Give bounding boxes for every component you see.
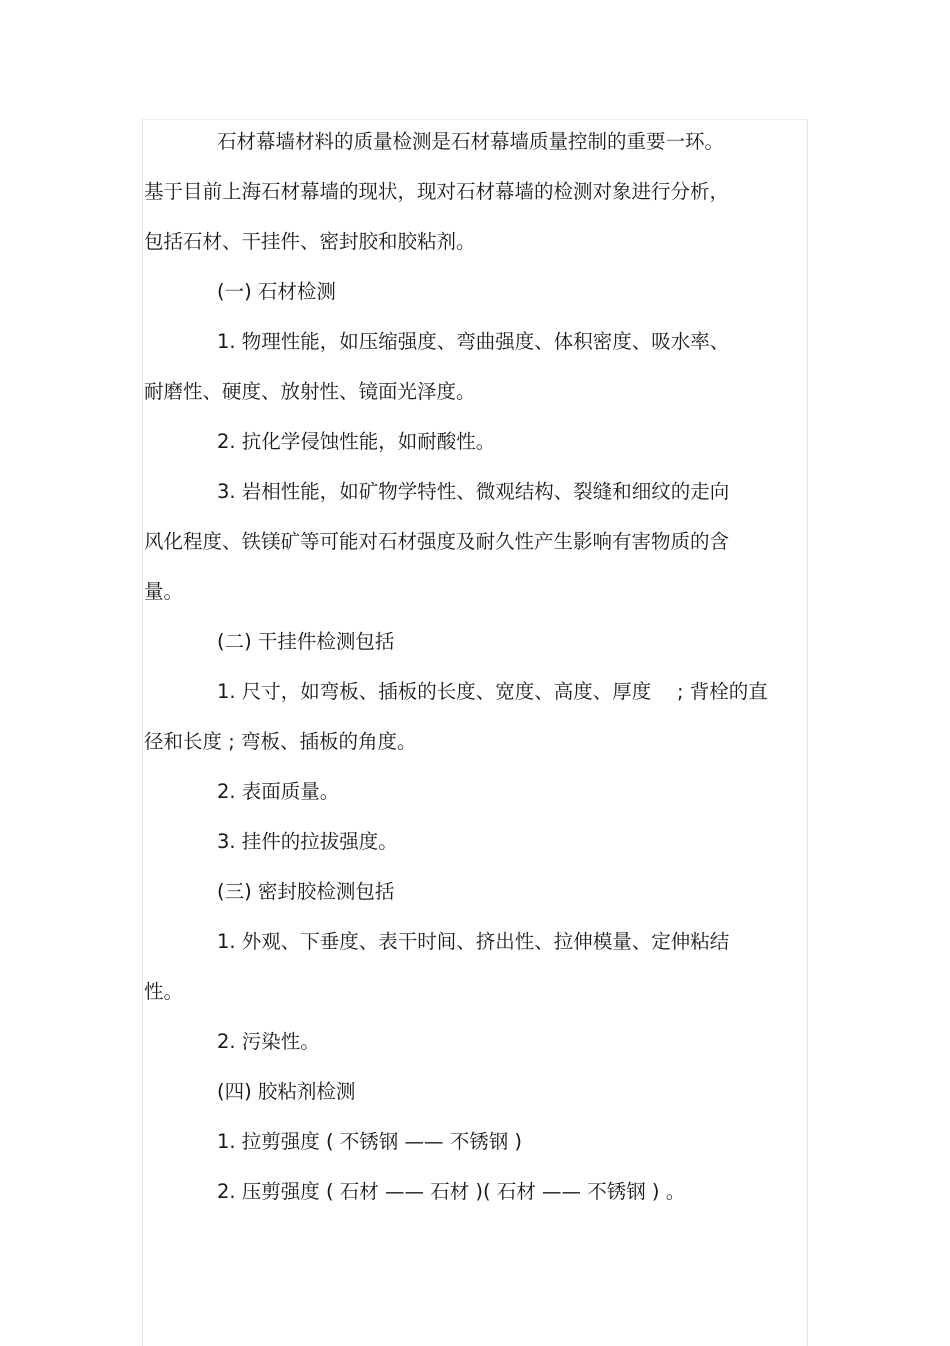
section-heading-stone: (一) 石材检测	[217, 280, 336, 303]
adhesive-item-1: 1. 拉剪强度 ( 不锈钢 —— 不锈钢 )	[217, 1130, 523, 1153]
adhesive-item-2: 2. 压剪强度 ( 石材 —— 石材 )( 石材 —— 不锈钢 ) 。	[217, 1180, 686, 1203]
section-heading-sealant: (三) 密封胶检测包括	[217, 880, 395, 903]
paragraph-intro-line-2: 基于目前上海石材幕墙的现状，现对石材幕墙的检测对象进行分析，	[144, 180, 730, 203]
paragraph-intro-line-1: 石材幕墙材料的质量检测是石材幕墙质量控制的重要一环。	[217, 130, 725, 153]
section-heading-hanger: (二) 干挂件检测包括	[217, 630, 395, 653]
stone-item-1-line-2: 耐磨性、硬度、放射性、镜面光泽度。	[144, 380, 476, 403]
hanger-item-1-line-1: 1. 尺寸，如弯板、插板的长度、宽度、高度、厚度 ; 背栓的直	[217, 680, 768, 703]
stone-item-3-line-1: 3. 岩相性能，如矿物学特性、微观结构、裂缝和细纹的走向	[217, 480, 730, 503]
section-heading-adhesive: (四) 胶粘剂检测	[217, 1080, 356, 1103]
stone-item-2: 2. 抗化学侵蚀性能，如耐酸性。	[217, 430, 496, 453]
document-body	[144, 117, 806, 1217]
hanger-item-2: 2. 表面质量。	[217, 780, 340, 803]
stone-item-3-line-2: 风化程度、铁镁矿等可能对石材强度及耐久性产生影响有害物质的含	[144, 530, 730, 553]
sealant-item-2: 2. 污染性。	[217, 1030, 320, 1053]
sealant-item-1-line-2: 性。	[144, 980, 184, 1003]
stone-item-1-line-1: 1. 物理性能，如压缩强度、弯曲强度、体积密度、吸水率、	[217, 330, 730, 353]
sealant-item-1-line-1: 1. 外观、下垂度、表干时间、挤出性、拉伸模量、定伸粘结	[217, 930, 730, 953]
hanger-item-3: 3. 挂件的拉拔强度。	[217, 830, 398, 853]
paragraph-intro-line-3: 包括石材、干挂件、密封胶和胶粘剂。	[144, 230, 476, 253]
stone-item-3-line-3: 量。	[144, 580, 184, 603]
hanger-item-1-line-2: 径和长度 ; 弯板、插板的角度。	[144, 730, 417, 753]
